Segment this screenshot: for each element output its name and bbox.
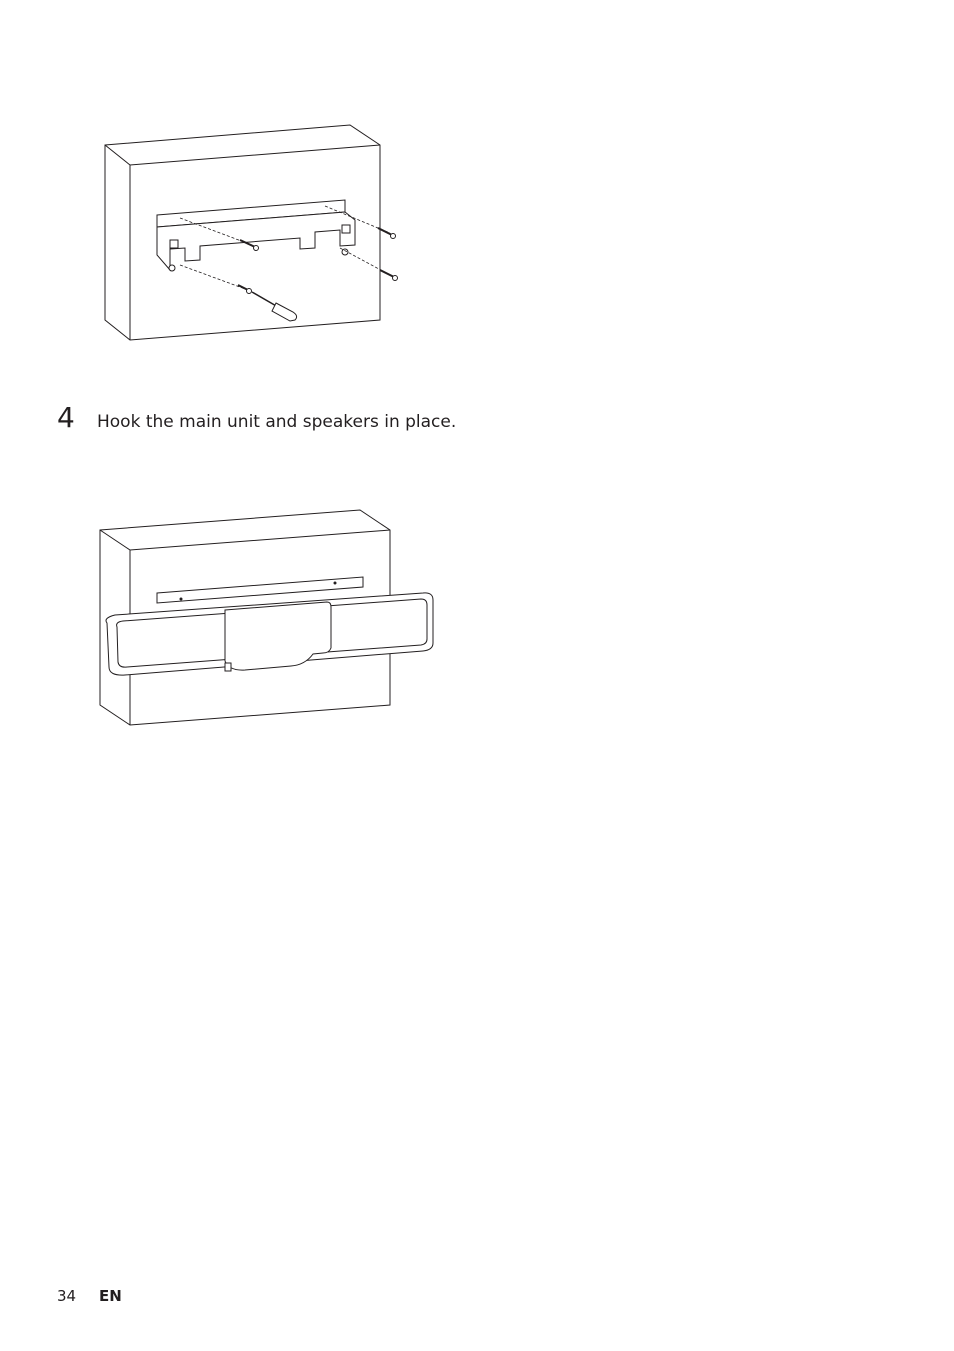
language-code: EN [99,1287,122,1305]
wall-bracket-mount-illustration [100,120,420,345]
soundbar-hooked-on-wall-illustration [95,505,440,730]
step-number: 4 [57,401,75,434]
step-instruction: Hook the main unit and speakers in place. [97,412,457,432]
page-number: 34 [57,1287,77,1305]
page-footer [57,1287,122,1305]
step-4 [57,401,457,434]
